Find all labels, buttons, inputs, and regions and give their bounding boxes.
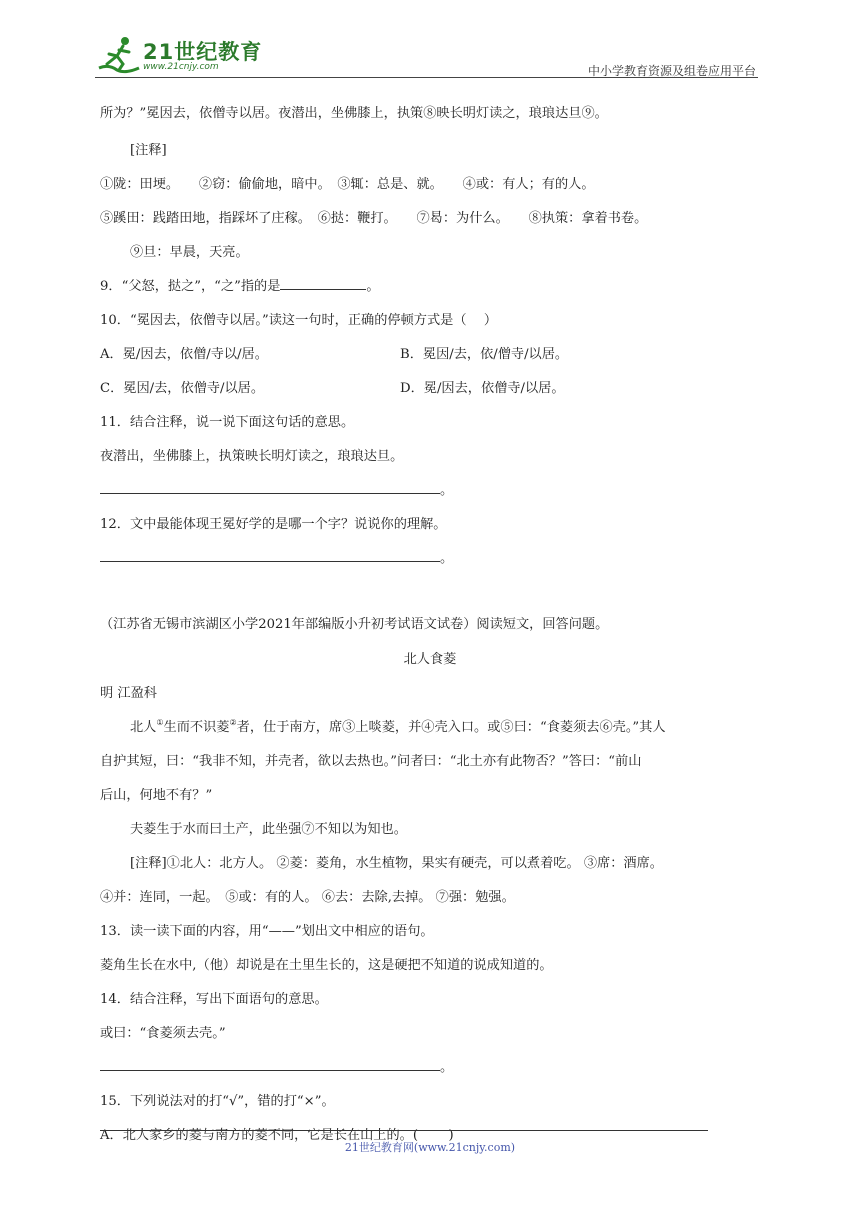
option-a[interactable]: A．冕/因去，依僧/寺以/居。 <box>100 347 268 362</box>
question-15: 15．下列说法对的打“√”，错的打“×”。 <box>100 1094 335 1109</box>
passage-title: 北人食菱 <box>403 652 457 667</box>
question-12: 12．文中最能体现王冕好学的是哪一个字？说说你的理解。 <box>100 517 447 532</box>
option-b[interactable]: B．冕因/去，依/僧寺/以居。 <box>400 347 569 362</box>
passage-line <box>130 716 666 735</box>
answer-end: 。 <box>440 551 454 566</box>
page-footer[interactable]: 21世纪教育网(www.21cnjy.com) <box>344 1141 516 1154</box>
passage-author: 明 江盈科 <box>100 686 157 701</box>
passage-text: 者，仕于南方，席③上啖菱，并④壳入口。或⑤曰：“食菱须去⑥壳。”其人 <box>236 720 666 735</box>
question-10: 10．“冕因去，依僧寺以居。”读这一句时，正确的停顿方式是（ ） <box>100 313 498 328</box>
answer-line-row <box>100 1056 453 1075</box>
logo-url: www.21cnjy.com <box>143 62 219 72</box>
logo-text: 21世纪教育 <box>143 40 263 64</box>
answer-line[interactable] <box>100 483 440 494</box>
note-line: ⑨旦：早晨，天亮。 <box>130 245 249 260</box>
footnote-marker: ② <box>229 718 237 727</box>
passage-text: 生而不识菱 <box>163 720 230 735</box>
question-text: 9．“父怒，挞之”，“之”指的是 <box>100 279 281 294</box>
option-d[interactable]: D．冕/因去，依僧寺/以居。 <box>400 381 565 396</box>
footnote-marker: ① <box>156 718 164 727</box>
answer-blank[interactable] <box>280 277 366 290</box>
judgement-item[interactable]: A．北人家乡的菱与南方的菱不同，它是长在山上的。( ) <box>100 1128 454 1143</box>
notes-line: ④并：连同，一起。 ⑤或：有的人。 ⑥去：去除,去掉。 ⑦强：勉强。 <box>100 890 515 905</box>
answer-end: 。 <box>440 483 454 498</box>
runner-logo-icon <box>95 34 143 76</box>
page-header <box>95 30 758 80</box>
passage-line: 所为？”冕因去，依僧寺以居。夜潜出，坐佛膝上，执策⑧映长明灯读之，琅琅达旦⑨。 <box>100 106 608 121</box>
note-line: ①陇：田埂。 ②窃：偷偷地，暗中。 ③辄：总是、就。 ④或：有人；有的人。 <box>100 177 595 192</box>
passage-line: 后山，何地不有？” <box>100 788 213 803</box>
header-platform-name: 中小学教育资源及组卷应用平台 <box>587 64 756 78</box>
passage-source: （江苏省无锡市滨湖区小学2021年部编版小升初考试语文试卷）阅读短文，回答问题。 <box>100 617 609 632</box>
quoted-sentence: 或曰：“食菱须去壳。” <box>100 1026 226 1041</box>
question-end: 。 <box>366 279 380 294</box>
question-9 <box>100 275 380 294</box>
quoted-sentence: 夜潜出，坐佛膝上，执策映长明灯读之，琅琅达旦。 <box>100 449 404 464</box>
quoted-sentence: 菱角生长在水中,（他）却说是在土里生长的，这是硬把不知道的说成知道的。 <box>100 958 553 973</box>
passage-line: 自护其短，曰：“我非不知，并壳者，欲以去热也。”问者曰：“北土亦有此物否？”答曰：“前山 <box>100 754 642 769</box>
question-14: 14．结合注释，写出下面语句的意思。 <box>100 992 328 1007</box>
site-logo[interactable] <box>95 34 265 76</box>
answer-line[interactable] <box>100 1060 440 1071</box>
answer-line-row <box>100 547 453 566</box>
passage-text: 北人 <box>130 720 157 735</box>
notes-line: [注释]①北人：北方人。 ②菱：菱角，水生植物，果实有硬壳，可以煮着吃。 ③席：酒席。 <box>130 856 663 871</box>
answer-end: 。 <box>440 1060 454 1075</box>
option-c[interactable]: C．冕因/去，依僧寺/以居。 <box>100 381 265 396</box>
header-divider <box>95 77 758 78</box>
footer-divider <box>100 1130 708 1131</box>
passage-line: 夫菱生于水而曰土产，此坐强⑦不知以为知也。 <box>130 822 407 837</box>
answer-line-row <box>100 479 453 498</box>
note-line: ⑤蹊田：践踏田地，指踩坏了庄稼。 ⑥挞：鞭打。 ⑦曷：为什么。 ⑧执策：拿着书卷。 <box>100 211 648 226</box>
question-11: 11．结合注释，说一说下面这句话的意思。 <box>100 415 355 430</box>
notes-heading: [注释] <box>130 143 167 158</box>
answer-line[interactable] <box>100 551 440 562</box>
question-13: 13．读一读下面的内容，用“——”划出文中相应的语句。 <box>100 924 434 939</box>
